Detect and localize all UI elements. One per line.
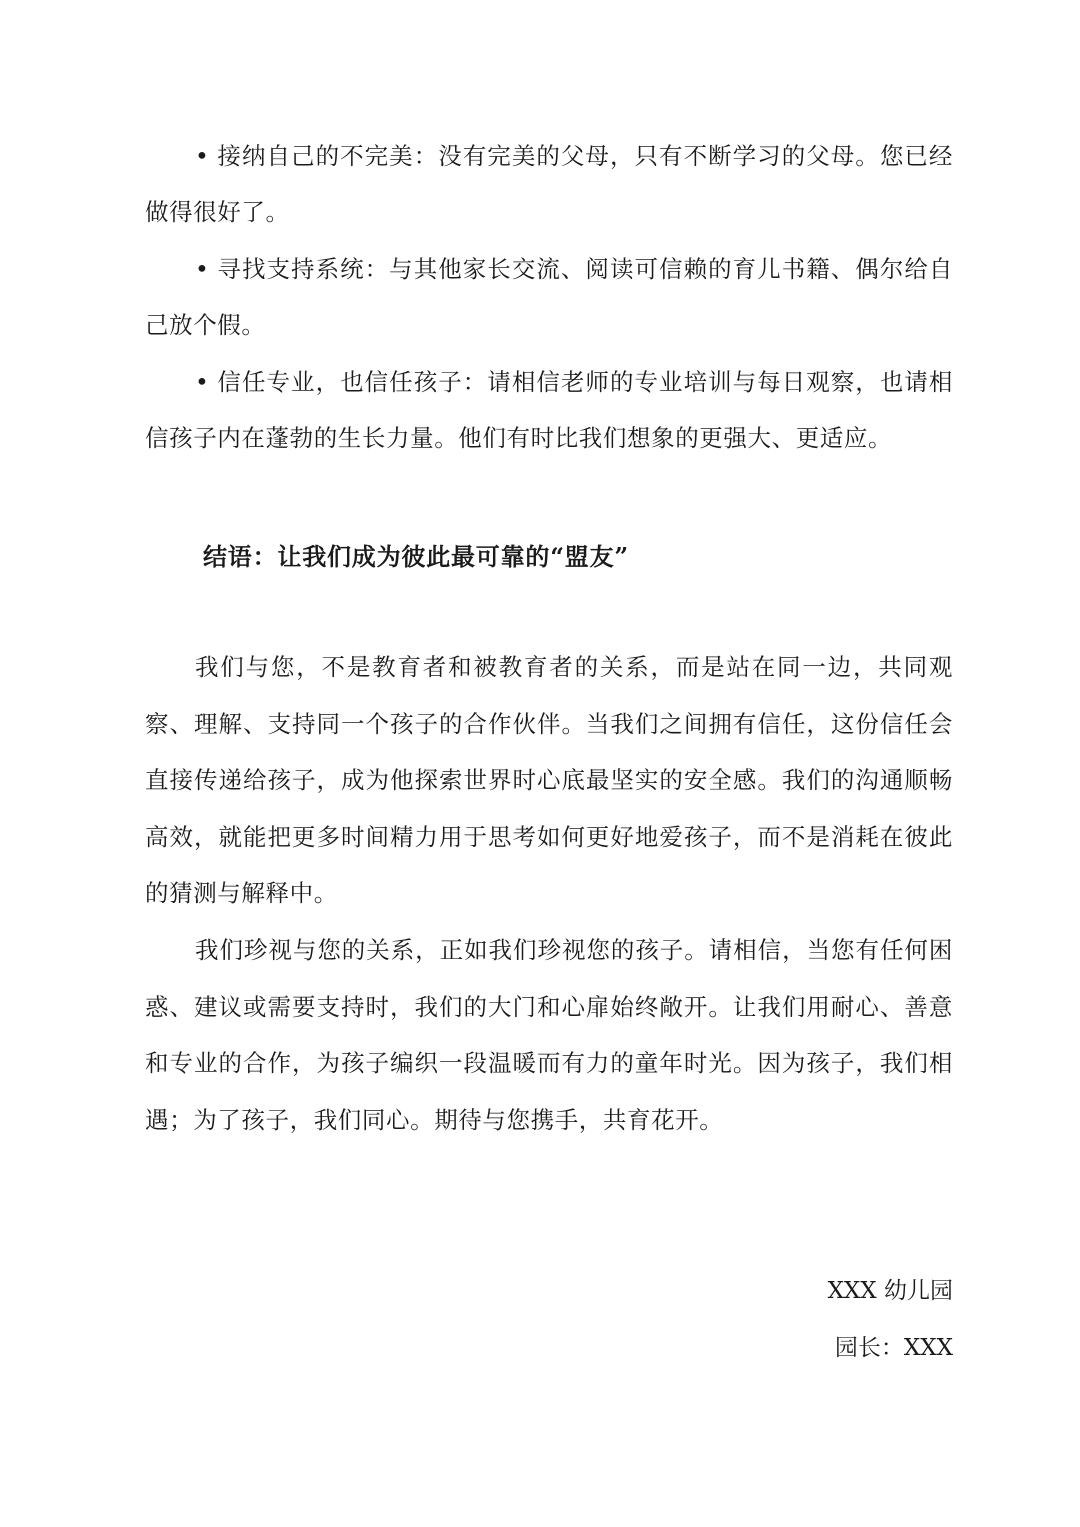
- bullet-icon: •: [195, 255, 210, 283]
- tip-text: 接纳自己的不完美：没有完美的父母，只有不断学习的父母。您已经做得很好了。: [145, 142, 953, 226]
- document-page: [145, 128, 953, 1508]
- kindergarten-name: XXX 幼儿园: [827, 1278, 953, 1304]
- bullet-icon: •: [195, 142, 210, 170]
- tip-support-system: [145, 241, 953, 353]
- tip-text: 信任专业，也信任孩子：请相信老师的专业培训与每日观察，也请相信孩子内在蓬勃的生长力量。他们有时比我们想象的更强大、更适应。: [145, 368, 953, 452]
- principal-signature: 园长：XXX: [834, 1335, 953, 1361]
- bullet-icon: •: [195, 368, 210, 396]
- tip-accept-imperfection: [145, 128, 953, 240]
- tip-text: 寻找支持系统：与其他家长交流、阅读可信赖的育儿书籍、偶尔给自己放个假。: [145, 255, 953, 339]
- signature-block: [828, 1263, 953, 1377]
- tip-trust: [145, 354, 953, 466]
- conclusion-paragraph: 我们与您，不是教育者和被教育者的关系，而是站在同一边，共同观察、理解、支持同一个孩子的合作伙伴。当我们之间拥有信任，这份信任会直接传递给孩子，成为他探索世界时心底最坚实的安全感。我们的沟通顺畅高效，就能把更多时间精力用于思考如何更好地爱孩子，而不是消耗在彼此的猜测与解释中。: [145, 653, 953, 908]
- conclusion-body: [145, 639, 953, 1148]
- conclusion-paragraph: 我们珍视与您的关系，正如我们珍视您的孩子。请相信，当您有任何困惑、建议或需要支持时，我们的大门和心扉始终敞开。让我们用耐心、善意和专业的合作，为孩子编织一段温暖而有力的童年时光。因为孩子，我们相遇；为了孩子，我们同心。期待与您携手，共育花开。: [145, 935, 953, 1134]
- conclusion-heading: 结语：让我们成为彼此最可靠的“盟友”: [203, 542, 630, 571]
- tips-list: [145, 128, 953, 466]
